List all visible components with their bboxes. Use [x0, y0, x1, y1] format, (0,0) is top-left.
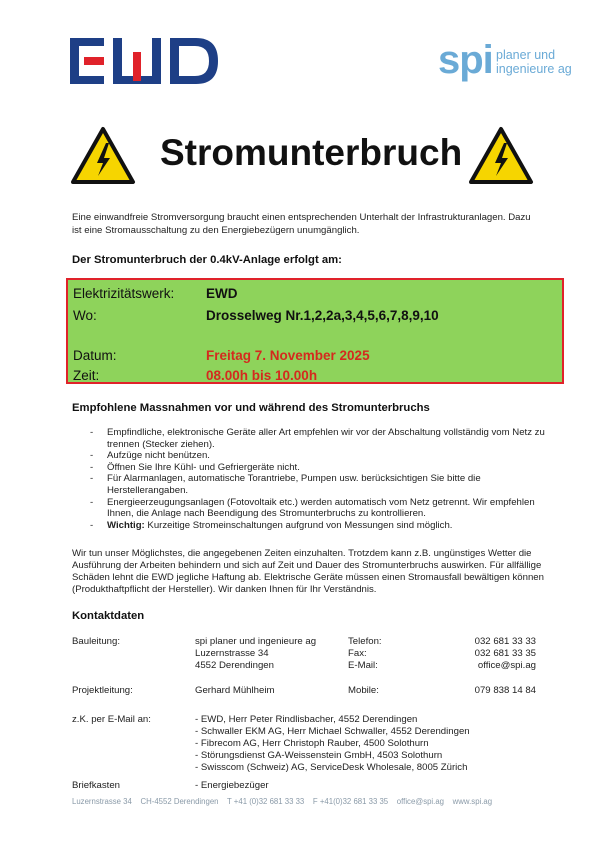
outage-info-box — [66, 278, 564, 384]
email-link[interactable]: office@spi.ag — [477, 660, 536, 671]
high-voltage-warning-icon — [70, 126, 136, 191]
list-item: - Energieerzeugungsanlagen (Fotovoltaik etc.) werden automatisch vom Netz getrennt. Wir empfehlen Ihnen, die Anlage nach Beendigung des Stromunterbruchs zu kontrollieren. — [90, 496, 535, 520]
zk-recipients — [195, 714, 470, 774]
contact-values — [442, 636, 536, 672]
list-item: - EWD, Herr Peter Rindlisbacher, 4552 Derendingen — [195, 714, 418, 725]
zeit-label: Zeit: — [73, 368, 100, 383]
list-item: - Wichtig: Kurzeitige Stromeinschaltungen aufgrund von Messungen sind möglich. — [90, 519, 453, 531]
telefon-value: 032 681 33 33 — [474, 636, 536, 647]
contact-heading: Kontaktdaten — [72, 610, 145, 622]
list-item: - Schwaller EKM AG, Herr Michael Schwaller, 4552 Derendingen — [195, 726, 470, 737]
high-voltage-warning-icon — [468, 126, 534, 191]
zk-label: z.K. per E-Mail an: — [72, 714, 151, 725]
bauleitung-label: Bauleitung: — [72, 636, 121, 647]
list-item: - Fibrecom AG, Herr Christoph Rauber, 4500 Solothurn — [195, 738, 429, 749]
spi-logo-word: spi — [438, 38, 493, 82]
list-item: - Störungsdienst GA-Weissenstein GmbH, 4503 Solothurn — [195, 750, 443, 761]
measures-heading: Empfohlene Massnahmen vor und während des Stromunterbruchs — [72, 402, 430, 414]
spi-logo-sub-line2: ingenieure ag — [496, 62, 572, 76]
datum-value: Freitag 7. November 2025 — [206, 348, 370, 363]
mobile-value: 079 838 14 84 — [474, 685, 536, 696]
wo-value: Drosselweg Nr.1,2,2a,3,4,5,6,7,8,9,10 — [206, 308, 439, 323]
datum-label: Datum: — [73, 348, 117, 363]
list-item: - Öffnen Sie Ihre Kühl- und Gefriergeräte nicht. — [90, 461, 300, 473]
footer-address: Luzernstrasse 34 CH-4552 Derendingen T +41 (0)32 681 33 33 F +41(0)32 681 33 35 office@spi.ag www.spi.ag — [72, 797, 493, 806]
intro-paragraph: Eine einwandfreie Stromversorgung braucht einen entsprechenden Unterhalt der Infrastrukturanlagen. Dazu ist eine Stromausschaltung zu den Energiebezügern unumgänglich. — [72, 212, 531, 236]
werk-label: Elektrizitätswerk: — [73, 286, 175, 301]
briefkasten-value: - Energiebezüger — [195, 780, 269, 791]
list-item: - Swisscom (Schweiz) AG, ServiceDesk Wholesale, 8005 Zürich — [195, 762, 468, 773]
telefon-label: Telefon: — [348, 636, 382, 647]
contact-labels — [348, 636, 382, 672]
spi-logo-subtitle — [496, 48, 572, 76]
bauleitung-address: spi planer und ingenieure ag Luzernstrasse 34 4552 Derendingen — [195, 636, 317, 671]
measures-list — [90, 427, 550, 531]
announcement-heading: Der Stromunterbruch der 0.4kV-Anlage erfolgt am: — [72, 254, 342, 266]
projektleitung-value: Gerhard Mühlheim — [195, 685, 275, 696]
email-label: E-Mail: — [348, 660, 378, 671]
briefkasten-label: Briefkasten — [72, 780, 120, 791]
zeit-value: 08.00h bis 10.00h — [206, 368, 318, 383]
werk-value: EWD — [206, 286, 238, 301]
page-title: Stromunterbruch — [160, 132, 463, 173]
projektleitung-label: Projektleitung: — [72, 685, 133, 696]
important-label: Wichtig: — [107, 519, 145, 531]
fax-value: 032 681 33 35 — [474, 648, 536, 659]
disclaimer-paragraph: Wir tun unser Möglichstes, die angegebenen Zeiten einzuhalten. Trotzdem kann z.B. ungünstiges Wetter die Ausführung der Arbeiten behindern und sich auf Zeit und Dauer des Stromunterbruchs auswirken. Für allfällige Schäden lehnt die EWD jegliche Haftung ab. Elektrische Geräte müssen einen Stromausfall bewältigen können (Produkthaftpflicht der Hersteller). Wir danken Ihnen für Ihr Verständnis. — [72, 548, 544, 595]
list-item: - Aufzüge nicht benützen. — [90, 450, 210, 462]
list-item: - Empfindliche, elektronische Geräte aller Art empfehlen wir vor der Abschaltung vollständig vom Netz zu trennen (Stecker ziehen). — [90, 427, 545, 450]
ewd-logo — [70, 38, 218, 84]
list-item: - Für Alarmanlagen, automatische Torantriebe, Pumpen usw. berücksichtigen Sie bitte die Herstellerangaben. — [90, 473, 481, 496]
ewd-logo-text — [218, 38, 219, 39]
wo-label: Wo: — [73, 308, 97, 323]
spi-logo-sub-line1: planer und — [496, 48, 556, 62]
mobile-label: Mobile: — [348, 685, 379, 696]
fax-label: Fax: — [348, 648, 367, 659]
